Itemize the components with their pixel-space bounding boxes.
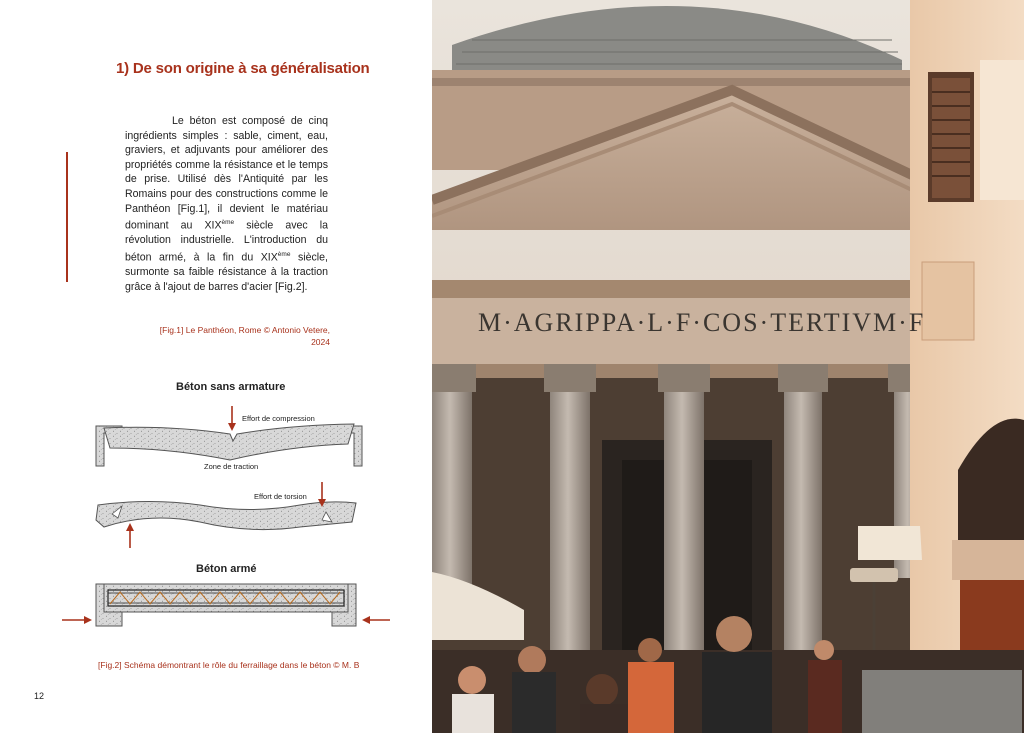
torsion-label: Effort de torsion — [254, 492, 307, 501]
superscript-1: ème — [221, 219, 235, 227]
fig1-caption: [Fig.1] Le Panthéon, Rome © Antonio Vetere, 2024 — [159, 325, 330, 347]
reinforced-beam — [104, 584, 348, 612]
body-text-part2: siècle avec la révolution industrielle. L'introduction du béton armé, à la fin du XIX — [125, 219, 328, 264]
reinforcement-diagram — [0, 0, 432, 733]
unreinforced-title: Béton sans armature — [176, 381, 286, 393]
body-text-part1: Le béton est composé de cinq ingrédients simples : sable, ciment, eau, graviers, et adjuvants pour améliorer des propriétés comme la résistance et le temps de prise. Utilisé dès l'Antiquité par les Romains pour des constructions comme le Panthéon [Fig.1], il devient le matériau dominant au XIX — [125, 115, 328, 232]
left-page — [0, 0, 432, 733]
traction-zone-label: Zone de traction — [204, 462, 259, 471]
pantheon-photo — [432, 0, 1024, 733]
reinforced-title: Béton armé — [196, 563, 257, 575]
fig2-caption: [Fig.2] Schéma démontrant le rôle du ferraillage dans le béton © M. B — [98, 660, 360, 670]
portico-inscription: M·AGRIPPA·L·F·COS·TERTIVM·F — [478, 308, 926, 337]
body-text-part3: siècle, surmonte sa faible résistance à la traction grâce à l'ajout de barres d'acier [Fig.2]. — [125, 251, 328, 293]
page-number: 12 — [34, 691, 45, 701]
pantheon-illustration — [432, 0, 1024, 733]
unreinforced-beam — [104, 424, 354, 460]
twisted-beam — [96, 502, 356, 530]
superscript-2: ème — [277, 250, 291, 258]
section-heading: 1) De son origine à sa généralisation — [116, 60, 370, 77]
compression-label: Effort de compression — [242, 414, 315, 423]
